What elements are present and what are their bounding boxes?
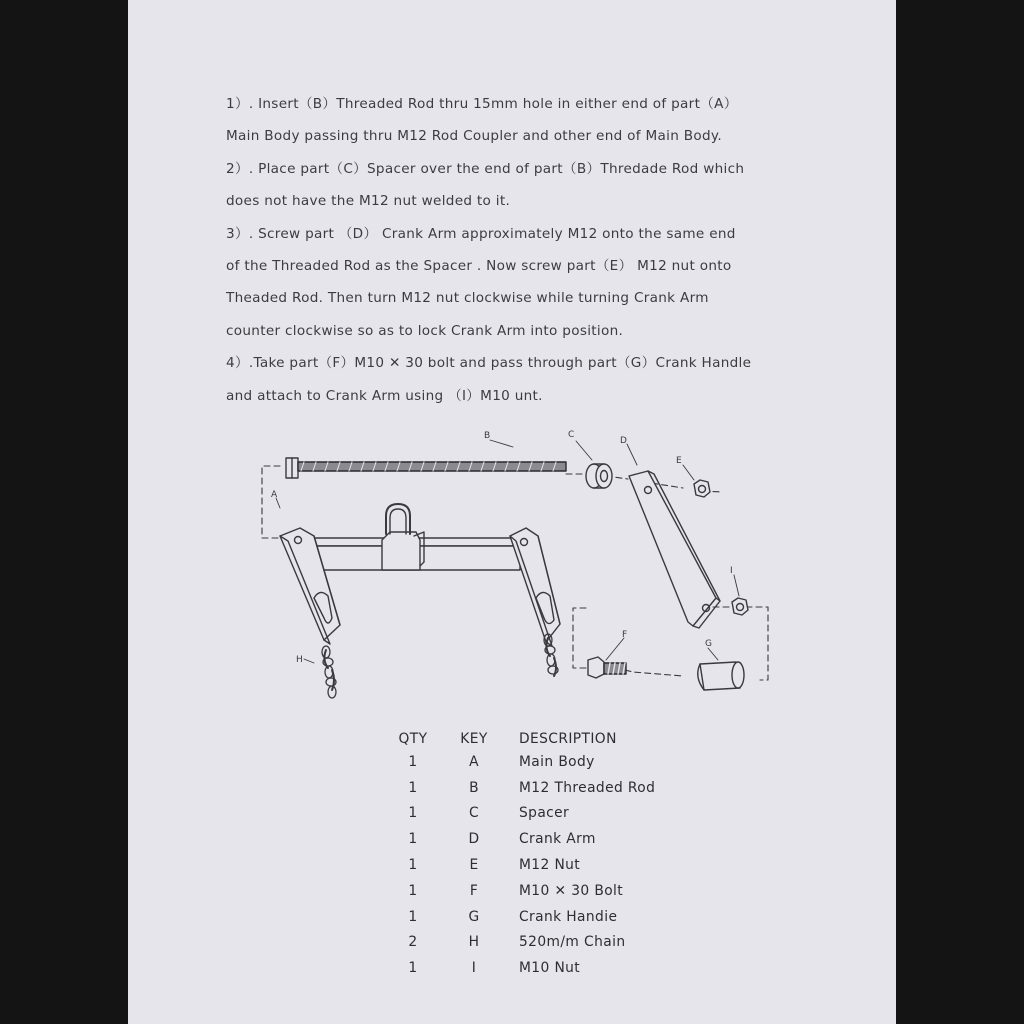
- instruction-line: Main Body passing thru M12 Rod Coupler and other end of Main Body.: [226, 128, 722, 145]
- key-cell: B: [469, 779, 479, 796]
- key-column-header: KEY: [460, 731, 488, 747]
- main-body-a: [276, 498, 560, 646]
- chain-h: [304, 634, 558, 698]
- qty-cell: 1: [408, 856, 418, 873]
- instruction-line: 2）. Place part（C）Spacer over the end of part（B）Thredade Rod which: [226, 160, 745, 177]
- qty-cell: 2: [408, 934, 418, 951]
- diagram-label-g: G: [705, 639, 712, 649]
- instruction-line: 3）. Screw part （D） Crank Arm approximately M12 onto the same end: [226, 225, 736, 242]
- threaded-rod-b: [286, 440, 566, 478]
- diagram-label-f: F: [622, 630, 628, 640]
- key-cell: G: [468, 908, 480, 925]
- spacer-c: [576, 441, 612, 488]
- diagram-label-a: A: [271, 490, 278, 500]
- key-cell: D: [468, 831, 480, 848]
- qty-cell: 1: [408, 960, 418, 977]
- instruction-line: and attach to Crank Arm using （I）M10 unt.: [226, 387, 543, 404]
- description-cell: M12 Nut: [519, 856, 581, 873]
- description-cell: M12 Threaded Rod: [519, 779, 656, 796]
- qty-cell: 1: [408, 753, 418, 770]
- description-cell: M10 Nut: [519, 960, 581, 977]
- instruction-line: 4）.Take part（F）M10 ✕ 30 bolt and pass through part（G）Crank Handle: [226, 355, 752, 372]
- instruction-line: does not have the M12 nut welded to it.: [226, 193, 511, 210]
- diagram-label-d: D: [620, 436, 627, 446]
- instruction-line: Theaded Rod. Then turn M12 nut clockwise while turning Crank Arm: [226, 290, 709, 307]
- diagram-label-b: B: [484, 431, 491, 441]
- crank-arm-d: [627, 444, 720, 628]
- qty-cell: 1: [408, 779, 418, 796]
- diagram-label-h: H: [296, 655, 303, 665]
- nut-i: [732, 575, 748, 615]
- diagram-label-c: C: [568, 430, 575, 440]
- key-cell: C: [468, 805, 480, 822]
- nut-e: [683, 465, 710, 497]
- qty-cell: 1: [408, 831, 418, 848]
- description-cell: 520m/m Chain: [519, 934, 626, 951]
- diagram-label-i: I: [730, 566, 733, 576]
- key-cell: I: [471, 960, 477, 977]
- key-cell: F: [469, 882, 479, 899]
- qty-cell: 1: [408, 882, 418, 899]
- key-cell: H: [468, 934, 480, 951]
- qty-cell: 1: [408, 908, 418, 925]
- description-cell: Crank Arm: [519, 831, 596, 848]
- instruction-sheet: [128, 0, 896, 1024]
- diagram-label-e: E: [676, 456, 682, 466]
- description-cell: Spacer: [519, 805, 570, 822]
- description-cell: Main Body: [519, 753, 595, 770]
- instruction-line: counter clockwise so as to lock Crank Arm into position.: [226, 322, 624, 339]
- instruction-line: 1）. Insert（B）Threaded Rod thru 15mm hole in either end of part（A）: [226, 96, 738, 112]
- qty-cell: 1: [408, 805, 418, 822]
- qty-column-header: QTY: [398, 731, 428, 747]
- description-cell: Crank Handie: [519, 908, 618, 925]
- exploded-assembly-diagram: [128, 0, 896, 1024]
- key-cell: E: [469, 856, 479, 873]
- bolt-f: [588, 638, 626, 678]
- instruction-line: of the Threaded Rod as the Spacer . Now screw part（E） M12 nut onto: [226, 258, 732, 275]
- description-cell: M10 ✕ 30 Bolt: [519, 882, 624, 899]
- key-cell: A: [469, 753, 479, 770]
- description-column-header: DESCRIPTION: [519, 731, 617, 747]
- crank-handle-g: [698, 648, 744, 690]
